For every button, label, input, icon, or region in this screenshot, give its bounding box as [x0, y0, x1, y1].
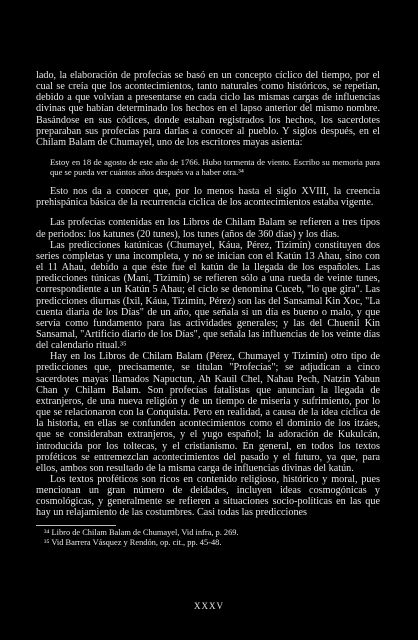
page-number: XXXV: [194, 601, 224, 611]
footnote: ³⁵ Vid Barrera Vásquez y Rendón, op. cit., pp. 45-48.: [44, 537, 222, 547]
footnote-divider: [36, 525, 116, 526]
footnote: ³⁴ Libro de Chilam Balam de Chumayel, Vid infra, p. 269.: [44, 527, 239, 537]
paragraph-intro: lado, la elaboración de profecías se basó en un concepto cíclico del tiempo, por el cual se creía que los acontecimientos, tanto naturales como históricos, se repetían, debido a que volvían a presentarse en cada ciclo las mismas cargas de influencias divinas que habían determinado los hechos en el lapso anterior del mismo nombre. Basándose en sus códices, donde estaban registrados los hechos, los sacerdotes preparaban sus profecías para darlas a conocer al pueblo. Y siglos después, en el Chilam Balam de Chumayel, uno de los escritores mayas asienta:: [36, 70, 380, 148]
paragraph: Las predicciones katúnicas (Chumayel, Káua, Pérez, Tizimín) constituyen dos series completas y una incompleta, y no se inician con el Katún 13 Ahau, sino con el 11 Ahau, debido a que éste fue el katún de la llegada de los españoles. Las predicciones túnicas (Maní, Tizimín) se refieren sólo a una rueda de veinte tunes, correspondiente a un Katún 5 Ahau; el ciclo se denomina Cuceb, "lo que gira". Las predicciones diurnas (Ixil, Káua, Tizimín, Pérez) son las del Sansamal Kin Xoc, "La cuenta diaria de los Días" de un año, que señala si un día es bueno o malo, y que servía como fundamento para las actividades generales; y las del Chuenil Kin Sansamal, "Artificio diario de los Días", que señala las influencias de los veinte días del calendario ritual.³⁵: [36, 239, 380, 352]
paragraph: Hay en los Libros de Chilam Balam (Pérez, Chumayel y Tizimín) otro tipo de predicciones que, precisamente, se titulan "Profecías"; se adjudican a cinco sacerdotes mayas llamados Napuctun, Ah Kauil Chel, Nahau Pech, Natzin Yabun Chan y Chilam Balam. Son profecías fatalistas que anuncian la llegada de extranjeros, de una nueva religión y de un tiempo de miseria y sufrimiento, por lo que se relacionaron con la Conquista. Pero en realidad, a causa de la idea cíclica de la historia, en ellas se confunden acontecimientos como el dominio de los itzáes, que se consideraban extranjeros, y el yugo español; la adoración de Kukulcán, introducida por los toltecas, y el cristianismo. En general, en todos los textos proféticos se entremezclan acontecimientos del pasado y el futuro, ya que, para ellos, ambos son resultado de la misma carga de influencias divinas del katún.: [36, 351, 380, 474]
paragraph: Esto nos da a conocer que, por lo menos hasta el siglo XVIII, la creencia prehispánica básica de la recurrencia cíclica de los acontecimientos estaba vigente.: [36, 186, 380, 209]
block-quote: Estoy en 18 de agosto de este año de 1766. Hubo tormenta de viento. Escribo su memoria para que se pueda ver cuántos años después va a haber otra.³⁴: [50, 157, 380, 178]
paragraph: Las profecías contenidas en los Libros de Chilam Balam se refieren a tres tipos de periodos: los katunes (20 tunes), los tunes (años de 360 días) y los días.: [36, 217, 380, 240]
page-body: [36, 70, 380, 548]
paragraph: Los textos proféticos son ricos en contenido religioso, histórico y moral, pues mencionan un gran número de deidades, incluyen ideas cosmogónicas y cosmológicas, y generalmente se refieren a situaciones socio-políticas en las que hay un relajamiento de las costumbres. Casi todas las predicciones: [36, 474, 380, 519]
